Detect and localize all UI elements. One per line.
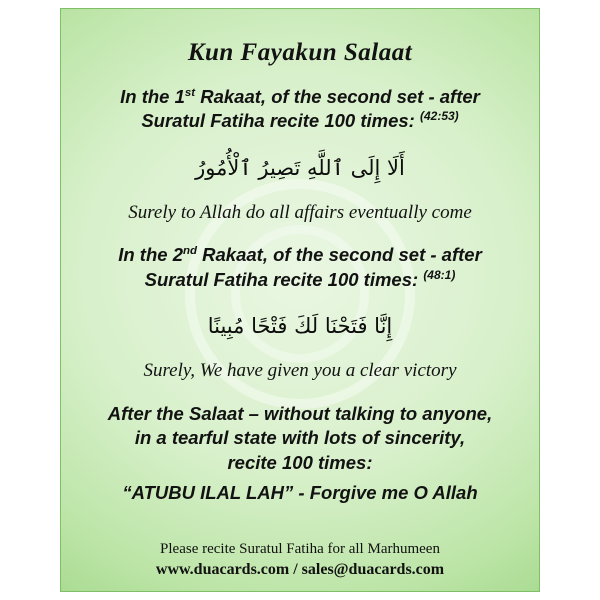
dua-card <box>60 8 540 592</box>
card-footer <box>61 541 539 579</box>
instruction-1-line-1: In the 1st Rakaat, of the second set - after <box>120 86 480 107</box>
instruction-1-colon: : <box>408 110 415 132</box>
instruction-2-colon: : <box>412 268 419 290</box>
closing-line-2: in a tearful state with lots of sincerity, <box>134 427 466 449</box>
instruction-2-text: Suratul Fatiha recite 100 times <box>144 268 412 290</box>
translation-2: Surely, We have given you a clear victory <box>143 360 457 381</box>
instruction-1-text: Suratul Fatiha recite 100 times <box>141 110 409 132</box>
arabic-verse-2: إِنَّا فَتَحْنَا لَكَ فَتْحًا مُبِينًا <box>207 314 393 339</box>
arabic-verse-1: أَلَا إِلَى ٱللَّهِ تَصِيرُ ٱلْأُمُورُ <box>195 155 405 180</box>
verse-reference-1: (42:53) <box>419 109 459 124</box>
instruction-1-line-2 <box>91 109 509 134</box>
instruction-2-line-1: In the 2nd Rakaat, of the second set - after <box>118 244 482 266</box>
closing-line-1: After the Salaat – without talking to anyone, <box>107 402 493 424</box>
verse-reference-2: (48:1) <box>423 267 456 282</box>
card-content <box>61 9 539 515</box>
footer-website[interactable]: www.duacards.com / sales@duacards.com <box>155 561 445 578</box>
page-title: Kun Fayakun Salaat <box>187 39 413 66</box>
translation-1: Surely to Allah do all affairs eventually come <box>128 201 472 223</box>
footer-note: Please recite Suratul Fatiha for all Marhumeen <box>160 541 440 557</box>
closing-line-3: recite 100 times: <box>227 451 373 473</box>
closing-line-4: “ATUBU ILAL LAH” - Forgive me O Allah <box>122 481 478 503</box>
instruction-2-line-2 <box>91 268 509 293</box>
